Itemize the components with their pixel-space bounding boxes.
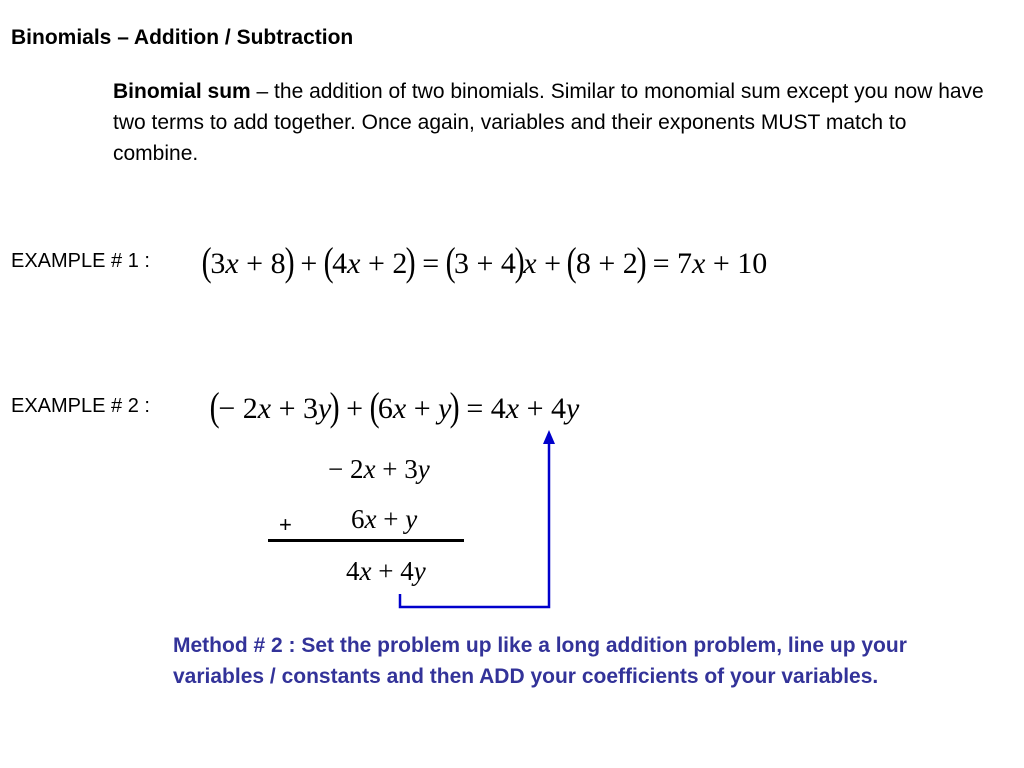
method-note: Method # 2 : Set the problem up like a long addition problem, line up your variables / constants and then ADD your coefficients of your variables. <box>173 634 907 688</box>
slide-title: Binomials – Addition / Subtraction <box>11 26 354 49</box>
example2-label: EXAMPLE # 2 : <box>11 395 150 417</box>
definition-text: – the addition of two binomials. Similar to monomial sum except you now have two terms to add together. Once again, variables and their exponents MUST match to combine. <box>113 80 984 165</box>
example1-equation: (3x + 8) + (4x + 2) = (3 + 4)x + (8 + 2) = 7x + 10 <box>201 239 768 284</box>
example1-label: EXAMPLE # 1 : <box>11 250 150 272</box>
vertical-line1: − 2x + 3y <box>328 454 430 484</box>
vertical-result: 4x + 4y <box>346 556 426 586</box>
vertical-plus: + <box>279 512 292 537</box>
definition-term: Binomial sum <box>113 80 251 103</box>
example2-equation: (− 2x + 3y) + (6x + y) = 4x + 4y <box>209 384 580 429</box>
vertical-line2: 6x + y <box>351 504 418 534</box>
